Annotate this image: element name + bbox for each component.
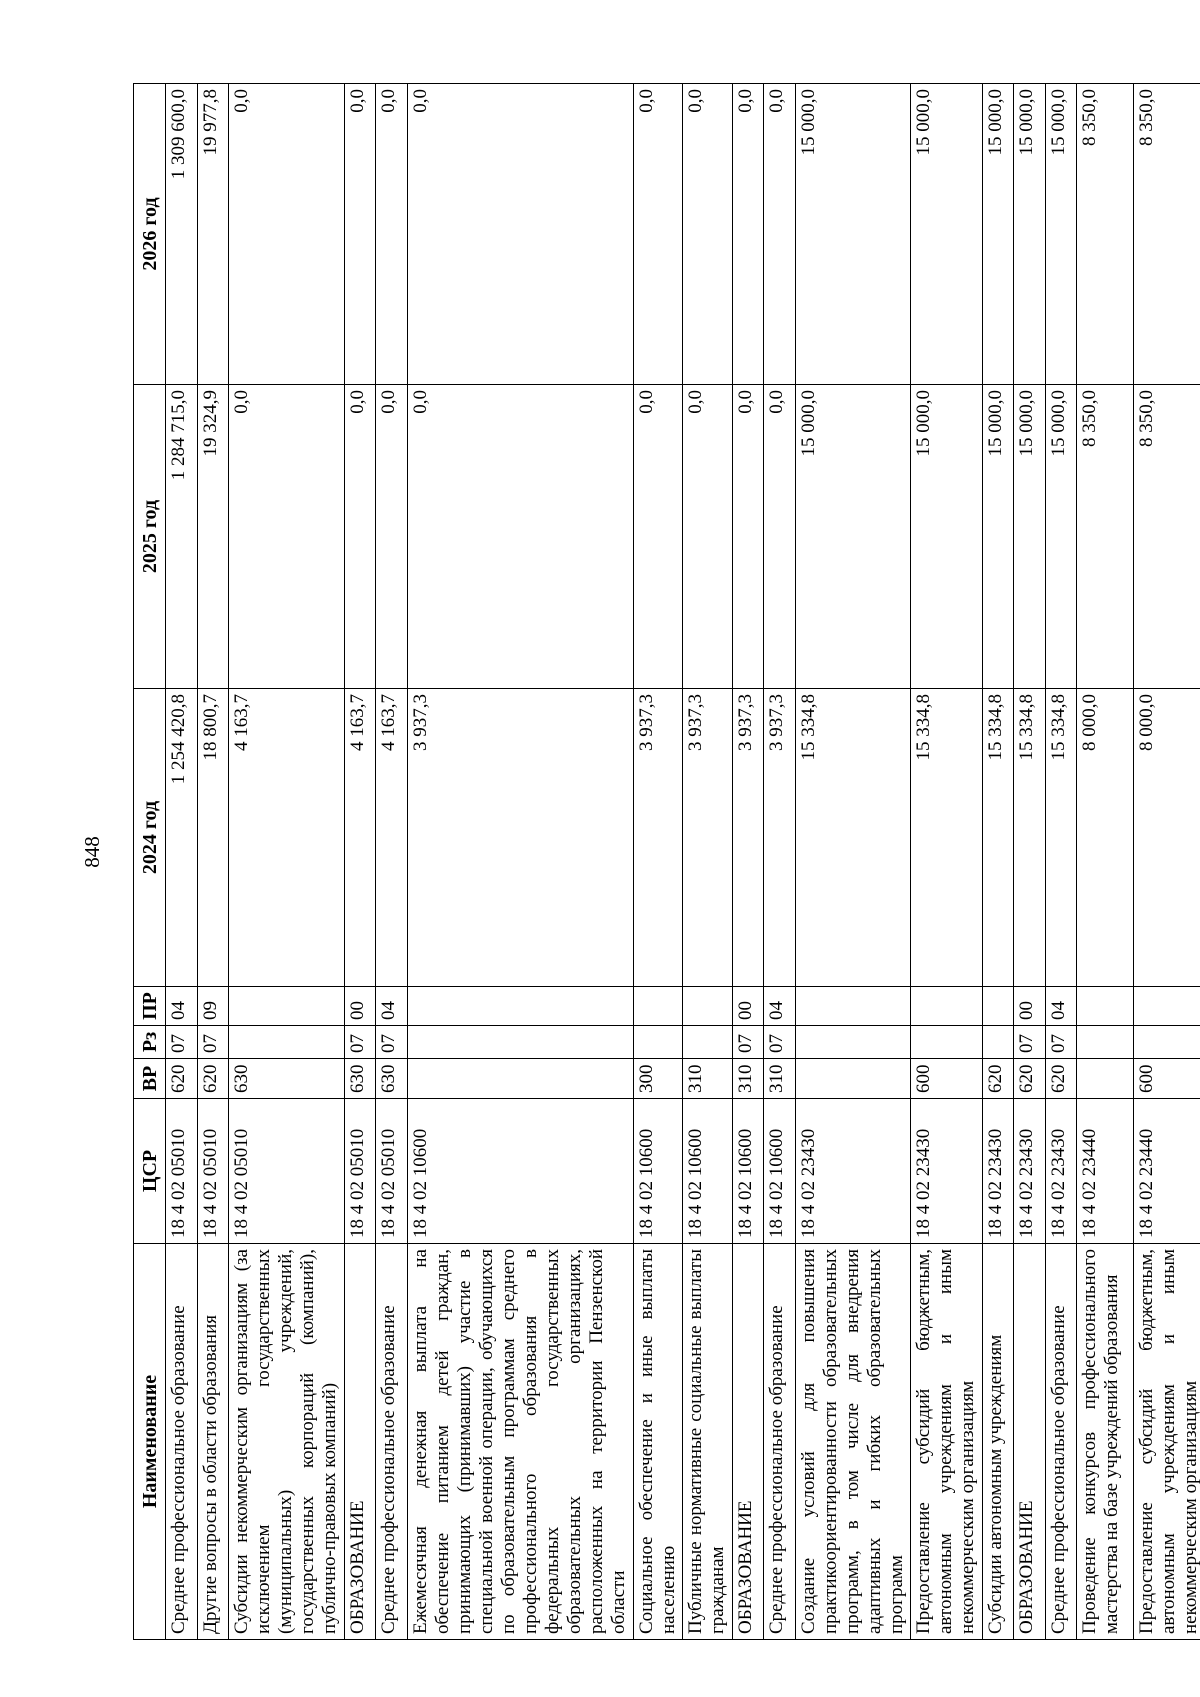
row-csr: 18 4 02 10600 (683, 1099, 732, 1244)
row-2025: 0,0 (408, 385, 634, 689)
row-2026: 0,0 (344, 84, 375, 385)
row-name: ОБРАЗОВАНИЕ (1013, 1244, 1045, 1640)
row-csr: 18 4 02 10600 (634, 1099, 683, 1244)
row-name: ОБРАЗОВАНИЕ (344, 1244, 375, 1640)
row-2024: 8 000,0 (1077, 689, 1133, 987)
row-name: Ежемесячная денежная выплата на обеспечение питанием детей граждан, принимающих (принимавших) участие в специальной военной операции, обучающихся по образовательным программам среднего профессионального образования в федеральных государственных образовательных организациях, расположенных на территории Пензенской области (408, 1244, 634, 1640)
row-2026: 15 000,0 (1013, 84, 1045, 385)
row-2026: 15 000,0 (982, 84, 1013, 385)
row-name: Субсидии некоммерческим организациям (за исключением государственных (муниципальных) учреждений, государственных корпораций (компаний), публично-правовых компаний) (229, 1244, 345, 1640)
row-vr: 310 (763, 1059, 795, 1099)
table-row (229, 84, 345, 1640)
row-2026: 8 350,0 (1077, 84, 1133, 385)
row-name: Социальное обеспечение и иные выплаты населению (634, 1244, 683, 1640)
row-2024: 3 937,3 (763, 689, 795, 987)
row-name: Предоставление субсидий бюджетным, автономным учреждениям и иным некоммерческим организациям (911, 1244, 982, 1640)
row-2024: 3 937,3 (732, 689, 763, 987)
row-2025: 0,0 (375, 385, 407, 689)
row-vr: 310 (732, 1059, 763, 1099)
row-rz (911, 1026, 982, 1059)
table-row (763, 84, 795, 1640)
row-vr: 600 (911, 1059, 982, 1099)
row-name: Среднее профессиональное образование (763, 1244, 795, 1640)
row-pr (1133, 987, 1200, 1026)
row-pr: 04 (1046, 987, 1077, 1026)
row-2024: 3 937,3 (408, 689, 634, 987)
row-rz: 07 (198, 1026, 229, 1059)
row-pr: 04 (166, 987, 198, 1026)
table-row (1077, 84, 1133, 1640)
row-csr: 18 4 02 10600 (732, 1099, 763, 1244)
row-2024: 1 254 420,8 (166, 689, 198, 987)
row-csr: 18 4 02 23430 (982, 1099, 1013, 1244)
row-2024: 15 334,8 (795, 689, 911, 987)
row-rz: 07 (732, 1026, 763, 1059)
row-vr: 620 (166, 1059, 198, 1099)
row-rz (982, 1026, 1013, 1059)
row-csr: 18 4 02 10600 (763, 1099, 795, 1244)
row-rz (1077, 1026, 1133, 1059)
row-2025: 15 000,0 (795, 385, 911, 689)
row-rz (683, 1026, 732, 1059)
row-2025: 8 350,0 (1077, 385, 1133, 689)
header-csr: ЦСР (134, 1099, 166, 1244)
row-2025: 15 000,0 (1046, 385, 1077, 689)
row-csr: 18 4 02 23430 (1046, 1099, 1077, 1244)
table-row (732, 84, 763, 1640)
row-vr: 300 (634, 1059, 683, 1099)
row-2026: 1 309 600,0 (166, 84, 198, 385)
row-2025: 1 284 715,0 (166, 385, 198, 689)
row-rz: 07 (1046, 1026, 1077, 1059)
row-name: Среднее профессиональное образование (375, 1244, 407, 1640)
row-2025: 0,0 (732, 385, 763, 689)
row-csr: 18 4 02 05010 (229, 1099, 345, 1244)
row-vr: 620 (198, 1059, 229, 1099)
table-row (683, 84, 732, 1640)
table-row (1046, 84, 1077, 1640)
row-csr: 18 4 02 23430 (795, 1099, 911, 1244)
row-2026: 15 000,0 (795, 84, 911, 385)
table-row (1013, 84, 1045, 1640)
row-2024: 18 800,7 (198, 689, 229, 987)
row-2025: 8 350,0 (1133, 385, 1200, 689)
row-2026: 0,0 (683, 84, 732, 385)
row-2024: 15 334,8 (911, 689, 982, 987)
row-csr: 18 4 02 10600 (408, 1099, 634, 1244)
table-row (375, 84, 407, 1640)
row-vr: 620 (1046, 1059, 1077, 1099)
row-2025: 15 000,0 (1013, 385, 1045, 689)
row-rz (229, 1026, 345, 1059)
row-2025: 15 000,0 (982, 385, 1013, 689)
row-2025: 0,0 (634, 385, 683, 689)
row-vr: 620 (982, 1059, 1013, 1099)
row-2024: 4 163,7 (229, 689, 345, 987)
row-name: Создание условий для повышения практикоориентированности образовательных программ, в том числе для внедрения адаптивных и гибких образовательных программ (795, 1244, 911, 1640)
row-pr (683, 987, 732, 1026)
row-pr: 09 (198, 987, 229, 1026)
row-2025: 0,0 (683, 385, 732, 689)
row-csr: 18 4 02 05010 (166, 1099, 198, 1244)
row-rz (1133, 1026, 1200, 1059)
row-vr (408, 1059, 634, 1099)
row-pr (408, 987, 634, 1026)
row-vr: 630 (229, 1059, 345, 1099)
table-row (1133, 84, 1200, 1640)
row-2025: 0,0 (763, 385, 795, 689)
row-2026: 15 000,0 (911, 84, 982, 385)
rotated-table-area (133, 84, 1200, 1640)
row-pr (911, 987, 982, 1026)
row-name: Субсидии автономным учреждениям (982, 1244, 1013, 1640)
page-number: 848 (80, 836, 104, 868)
table-row (408, 84, 634, 1640)
row-pr: 04 (763, 987, 795, 1026)
row-pr: 00 (344, 987, 375, 1026)
row-pr (229, 987, 345, 1026)
row-rz (795, 1026, 911, 1059)
row-rz (408, 1026, 634, 1059)
row-rz (634, 1026, 683, 1059)
row-csr: 18 4 02 23440 (1077, 1099, 1133, 1244)
row-pr (634, 987, 683, 1026)
header-2025: 2025 год (134, 385, 166, 689)
row-csr: 18 4 02 23430 (911, 1099, 982, 1244)
table-row (634, 84, 683, 1640)
row-pr (982, 987, 1013, 1026)
row-vr: 310 (683, 1059, 732, 1099)
row-2026: 0,0 (763, 84, 795, 385)
header-rz: Рз (134, 1026, 166, 1059)
row-vr (1077, 1059, 1133, 1099)
row-2026: 19 977,8 (198, 84, 229, 385)
row-rz: 07 (763, 1026, 795, 1059)
row-2024: 8 000,0 (1133, 689, 1200, 987)
row-name: Среднее профессиональное образование (166, 1244, 198, 1640)
header-pr: ПР (134, 987, 166, 1026)
budget-table (133, 83, 1200, 1640)
row-name: Проведение конкурсов профессионального мастерства на базе учреждений образования (1077, 1244, 1133, 1640)
row-2025: 0,0 (229, 385, 345, 689)
row-vr: 630 (375, 1059, 407, 1099)
row-2024: 4 163,7 (344, 689, 375, 987)
row-rz: 07 (166, 1026, 198, 1059)
row-pr: 00 (732, 987, 763, 1026)
table-header-row (134, 84, 166, 1640)
table-row (198, 84, 229, 1640)
row-rz: 07 (344, 1026, 375, 1059)
table-row (344, 84, 375, 1640)
table-row (166, 84, 198, 1640)
row-2024: 15 334,8 (1013, 689, 1045, 987)
row-2024: 15 334,8 (1046, 689, 1077, 987)
header-2024: 2024 год (134, 689, 166, 987)
row-2026: 8 350,0 (1133, 84, 1200, 385)
row-2026: 0,0 (408, 84, 634, 385)
row-name: Публичные нормативные социальные выплаты гражданам (683, 1244, 732, 1640)
table-row (982, 84, 1013, 1640)
row-2026: 15 000,0 (1046, 84, 1077, 385)
row-vr (795, 1059, 911, 1099)
row-pr: 00 (1013, 987, 1045, 1026)
row-2025: 0,0 (344, 385, 375, 689)
row-name: Среднее профессиональное образование (1046, 1244, 1077, 1640)
row-2026: 0,0 (375, 84, 407, 385)
row-name: ОБРАЗОВАНИЕ (732, 1244, 763, 1640)
row-vr: 600 (1133, 1059, 1200, 1099)
row-csr: 18 4 02 05010 (198, 1099, 229, 1244)
row-rz: 07 (375, 1026, 407, 1059)
table-row (795, 84, 911, 1640)
row-vr: 620 (1013, 1059, 1045, 1099)
row-rz: 07 (1013, 1026, 1045, 1059)
table-row (911, 84, 982, 1640)
row-pr (795, 987, 911, 1026)
row-2026: 0,0 (732, 84, 763, 385)
row-csr: 18 4 02 23430 (1013, 1099, 1045, 1244)
header-name: Наименование (134, 1244, 166, 1640)
row-csr: 18 4 02 05010 (344, 1099, 375, 1244)
row-csr: 18 4 02 23440 (1133, 1099, 1200, 1244)
row-2024: 3 937,3 (634, 689, 683, 987)
row-csr: 18 4 02 05010 (375, 1099, 407, 1244)
row-pr (1077, 987, 1133, 1026)
row-2025: 19 324,9 (198, 385, 229, 689)
row-pr: 04 (375, 987, 407, 1026)
row-vr: 630 (344, 1059, 375, 1099)
row-name: Другие вопросы в области образования (198, 1244, 229, 1640)
row-2024: 15 334,8 (982, 689, 1013, 987)
row-2026: 0,0 (634, 84, 683, 385)
row-name: Предоставление субсидий бюджетным, автономным учреждениям и иным некоммерческим организациям (1133, 1244, 1200, 1640)
header-vr: ВР (134, 1059, 166, 1099)
header-2026: 2026 год (134, 84, 166, 385)
row-2026: 0,0 (229, 84, 345, 385)
row-2024: 4 163,7 (375, 689, 407, 987)
row-2025: 15 000,0 (911, 385, 982, 689)
row-2024: 3 937,3 (683, 689, 732, 987)
